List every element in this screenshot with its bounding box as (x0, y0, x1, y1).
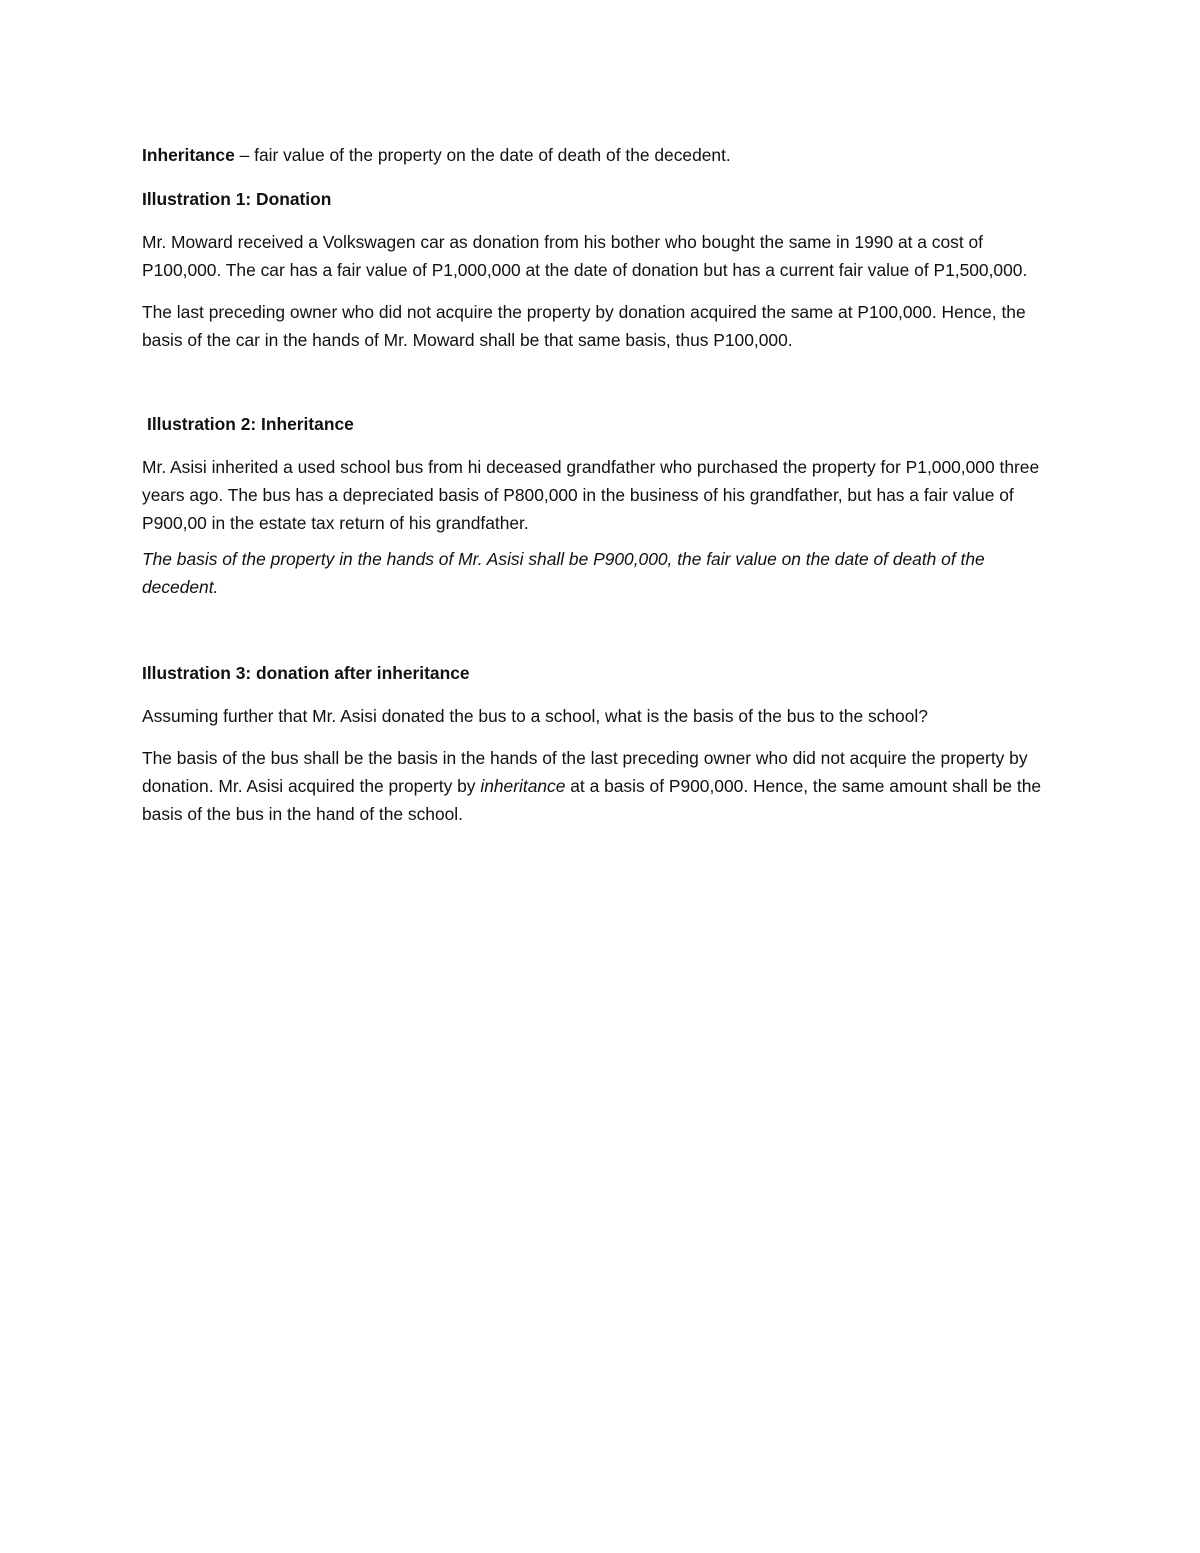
intro-definition-text: – fair value of the property on the date of death of the decedent. (234, 145, 731, 165)
section-spacer (142, 615, 1062, 659)
illustration-3-heading: Illustration 3: donation after inheritance (142, 663, 470, 683)
illustration-2-paragraph-1: Mr. Asisi inherited a used school bus from hi deceased grandfather who purchased the property for P1,000,000 three years ago. The bus has a depreciated basis of P800,000 in the business of his grandfather, but has a fair value of P900,00 in the estate tax return of his grandfather. (142, 457, 1040, 533)
illustration-3-answer-part-1: The basis of the bus shall be the basis in the hands of the last preceding owner who did not acquire the property by donation. Mr. Asisi acquired the property by (142, 748, 1028, 796)
illustration-2-conclusion: The basis of the property in the hands of Mr. Asisi shall be P900,000, the fair value on the date of death of the decedent. (142, 549, 985, 597)
illustration-2-heading: Illustration 2: Inheritance (147, 414, 354, 434)
illustration-1-paragraph-2: The last preceding owner who did not acquire the property by donation acquired the same at P100,000. Hence, the basis of the car in the hands of Mr. Moward shall be that same basis, thus P100,000. (142, 302, 1026, 350)
document-body (142, 141, 1062, 842)
section-spacer (142, 368, 1062, 410)
illustration-3-answer-emphasis: inheritance (480, 776, 566, 796)
illustration-1-heading: Illustration 1: Donation (142, 189, 332, 209)
illustration-3-answer (142, 744, 1062, 828)
illustration-1-paragraph-1: Mr. Moward received a Volkswagen car as donation from his bother who bought the same in 1990 at a cost of P100,000. The car has a fair value of P1,000,000 at the date of donation but has a current fair value of P1,500,000. (142, 232, 1028, 280)
illustration-3-question: Assuming further that Mr. Asisi donated the bus to a school, what is the basis of the bus to the school? (142, 706, 928, 726)
illustration-3-answer-part-2: at a basis of P900,000. Hence, the same amount shall be the basis of the bus in the hand of the school. (142, 776, 1042, 824)
intro-term: Inheritance (142, 145, 235, 165)
intro-definition (142, 141, 1062, 169)
